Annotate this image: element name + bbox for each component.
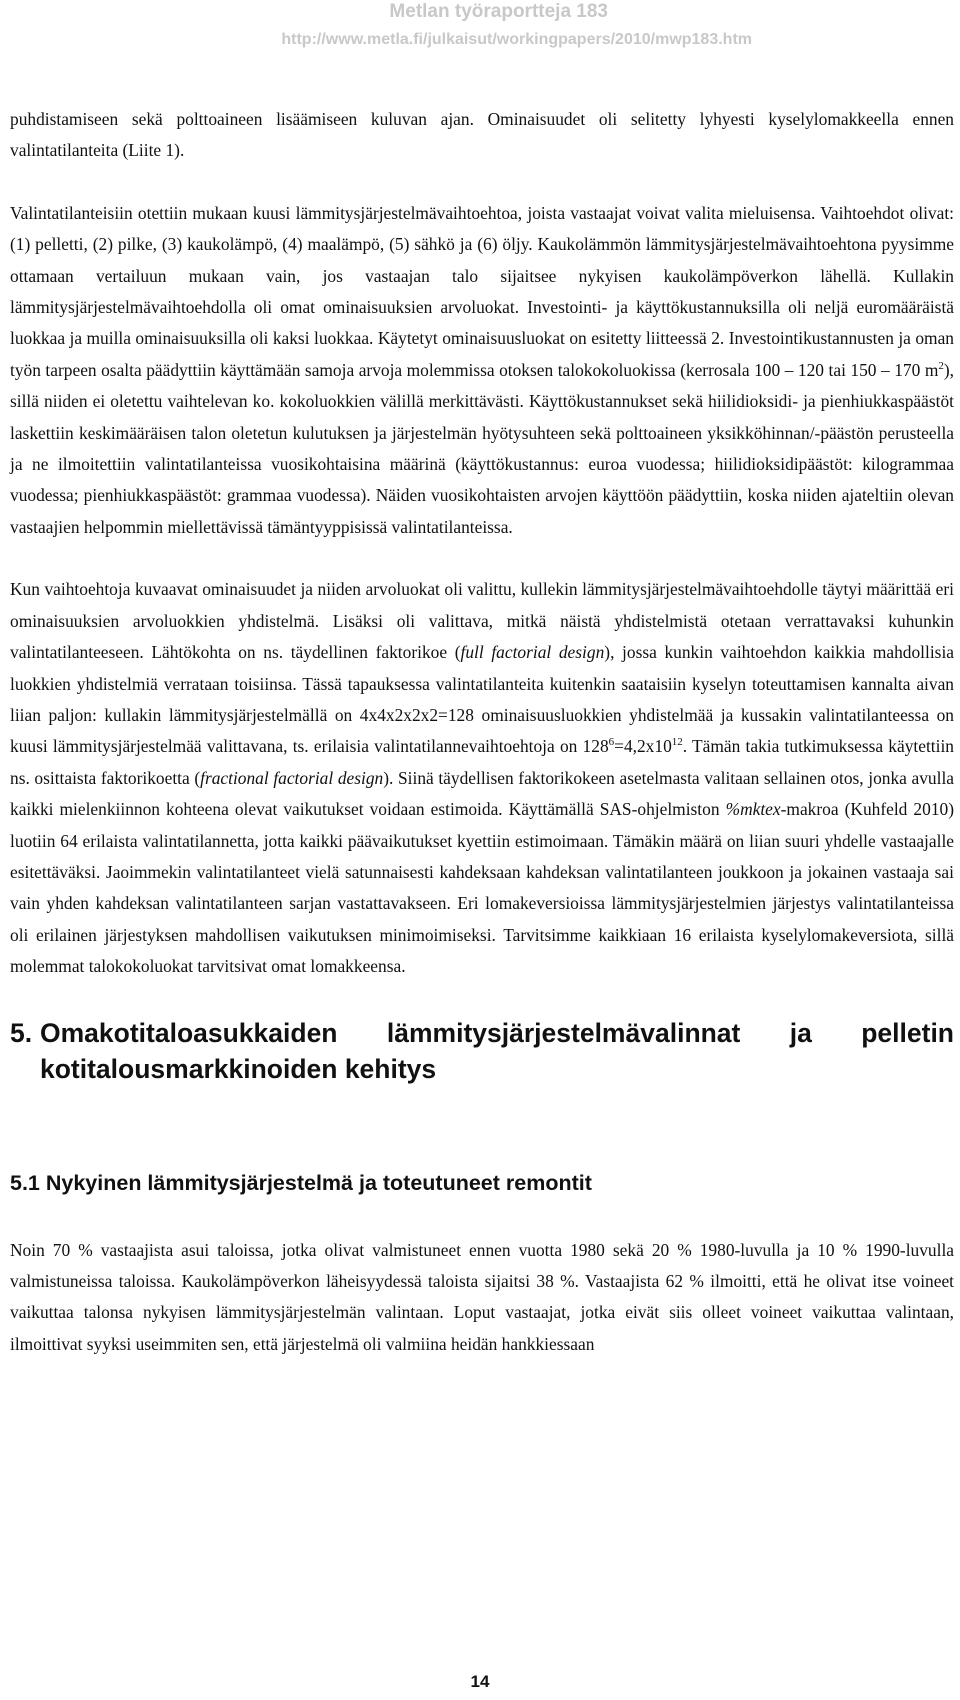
term-full-factorial: full factorial design xyxy=(460,642,605,663)
paragraph-4-text: Noin 70 % vastaajista asui taloissa, jotka olivat valmistuneet ennen vuotta 1980 sekä 20 % 1980-luvulla ja 10 % 1990-luvulla valmistuneissa taloissa. Kaukolämpöverkon läheisyydessä taloista sijaitsi 38 %. Vastaajista 62 % ilmoitti, että he olivat itse voineet vaikuttaa talonsa nykyisen lämmitysjärjestelmän valintaan. Loput vastaajat, jotka eivät siis olleet voineet vaikuttaa valintaan, ilmoittivat syyksi useimmiten sen, että järjestelmä oli valmiina heidän hankkiessaan xyxy=(10,1239,954,1354)
paragraph-1 xyxy=(10,104,954,167)
paragraph-2-text-a: Valintatilanteisiin otettiin mukaan kuusi lämmitysjärjestelmävaihtoehtoa, joista vastaajat voivat valita mieluisensa. Vaihtoehdot olivat: (1) pelletti, (2) pilke, (3) kaukolämpö, (4) maalämpö, (5) sähkö ja (6) öljy. Kaukolämmön lämmitysjärjestelmävaihtoehtona pyysimme ottamaan vertailuun mukaan vain, jos vastaajan talo sijaitsee nykyisen kaukolämpöverkon lähellä. Kullakin lämmitysjärjestelmävaihtoehdolla oli omat ominaisuuksien arvoluokat. Investointi- ja käyttökustannuksilla oli neljä euromääräistä luokkaa ja muilla ominaisuuksilla oli kaksi luokkaa. Käytetyt ominaisuusluokat on esitetty liitteessä 2. Investointikustannusten ja oman työn tarpeen osalta päädyttiin käyttämään samoja arvoja molemmissa otoksen talokokoluokissa (kerrosala 100 – 120 tai 150 – 170 m xyxy=(10,202,954,380)
section-5-title: Omakotitaloasukkaiden lämmitysjärjestelmävalinnat ja pelletin kotitalousmarkkinoiden kehitys xyxy=(40,1017,954,1084)
paragraph-3-text-a: Kun vaihtoehtoja kuvaavat ominaisuudet ja niiden arvoluokat oli valittu, kullekin lämmitysjärjestelmävaihtoehdolle täytyi määrittää eri ominaisuuksien arvoluokkien yhdistelmä. Lisäksi oli valittava, mitkä näistä yhdistelmistä otetaan verrattavaksi kuhunkin valintatilanteeseen. Lähtökohta on ns. täydellinen faktorikoe ( xyxy=(10,579,954,663)
superscript-exponent-12: 12 xyxy=(671,736,683,749)
page-number: 14 xyxy=(470,1672,490,1691)
paragraph-3-text-c: =4,2x10 xyxy=(614,736,672,757)
header-url: http://www.metla.fi/julkaisut/workingpapers/2010/mwp183.htm xyxy=(281,31,752,48)
document-body xyxy=(10,104,954,1360)
section-5-heading xyxy=(10,1015,954,1087)
paragraph-3-text-b: ), jossa kunkin vaihtoehdon kaikkia mahdollisia luokkien yhdistelmiä verrataan toisiinsa. Tässä tapauksessa valintatilanteita kuitenkin saataisiin kyselyn toteuttamisen kannalta aivan liian paljon: kullakin lämmitysjärjestelmällä on 4x4x2x2x2=128 ominaisuusluokkien yhdistelmää ja kussakin valintatilanteessa on kuusi lämmitysjärjestelmää valittavana, ts. erilaisia valintatilannevaihtoehtoja on 128 xyxy=(10,642,954,757)
paragraph-4 xyxy=(10,1235,954,1361)
section-5-number: 5. xyxy=(10,1017,33,1048)
paragraph-3-text-f: -makroa (Kuhfeld 2010) luotiin 64 erilaista valintatilannetta, jotta kaikki päävaikutukset kyettiin estimoimaan. Tämäkin määrä on liian suuri yhdelle vastaajalle esitettäväksi. Jaoimmekin valintatilanteet vielä satunnaisesti kahdeksaan kahdeksan valintatilanteen joukkoon ja jokainen vastaaja sai vain yhden kahdeksan valintatilanteen sarjan vastattavakseen. Eri lomakeversioissa lämmitysjärjestelmien järjestys valintatilanteissa oli erilainen järjestyksen mahdollisen vaikutuksen minimoimiseksi. Tarvitsimme kaikkiaan 16 erilaista kyselylomakeversiota, sillä molemmat talokokoluokat tarvitsivat omat lomakkeensa. xyxy=(10,799,954,977)
series-title: Metlan työraportteja 183 xyxy=(389,1,608,22)
superscript-exponent-6: 6 xyxy=(608,736,615,749)
paragraph-2 xyxy=(10,198,954,543)
term-mktex: %mktex xyxy=(725,799,781,820)
section-5-1-heading: 5.1 Nykyinen lämmitysjärjestelmä ja toteutuneet remontit xyxy=(10,1170,592,1195)
term-fractional-factorial: fractional factorial design xyxy=(200,767,384,788)
paragraph-2-text-b: ), sillä niiden ei oletettu vaihtelevan ko. kokoluokkien välillä merkittävästi. Käyttökustannukset sekä hiilidioksidi- ja pienhiukkaspäästöt laskettiin keskimääräisen talon oletetun kulutuksen ja järjestelmän hyötysuhteen sekä polttoaineen yksikköhinnan/-päästön perusteella ja ne ilmoitettiin valintatilanteissa vuosikohtaisina määrinä (käyttökustannus: euroa vuodessa; hiilidioksidipäästöt: kilogrammaa vuodessa; pienhiukkaspäästöt: grammaa vuodessa). Näiden vuosikohtaisten arvojen käyttöön päädyttiin, koska niiden ajateltiin olevan vastaajien helpommin miellettävissä tämäntyyppisissä valintatilanteissa. xyxy=(10,359,954,537)
paragraph-3 xyxy=(10,574,954,982)
paragraph-1-text: puhdistamiseen sekä polttoaineen lisäämiseen kuluvan ajan. Ominaisuudet oli selitetty lyhyesti kyselylomakkeella ennen valintatilanteita (Liite 1). xyxy=(10,109,954,161)
paragraph-3-text-d: . Tämän takia tutkimuksessa käytettiin ns. osittaista faktorikoetta ( xyxy=(10,736,954,788)
superscript-squared: 2 xyxy=(938,359,944,372)
paragraph-3-text-e: ). Siinä täydellisen faktorikokeen asetelmasta valitaan sellainen otos, jonka avulla kaikki mielenkiinnon kohteena olevat vaikutukset voidaan estimoida. Käyttämällä SAS-ohjelmiston xyxy=(10,767,954,820)
